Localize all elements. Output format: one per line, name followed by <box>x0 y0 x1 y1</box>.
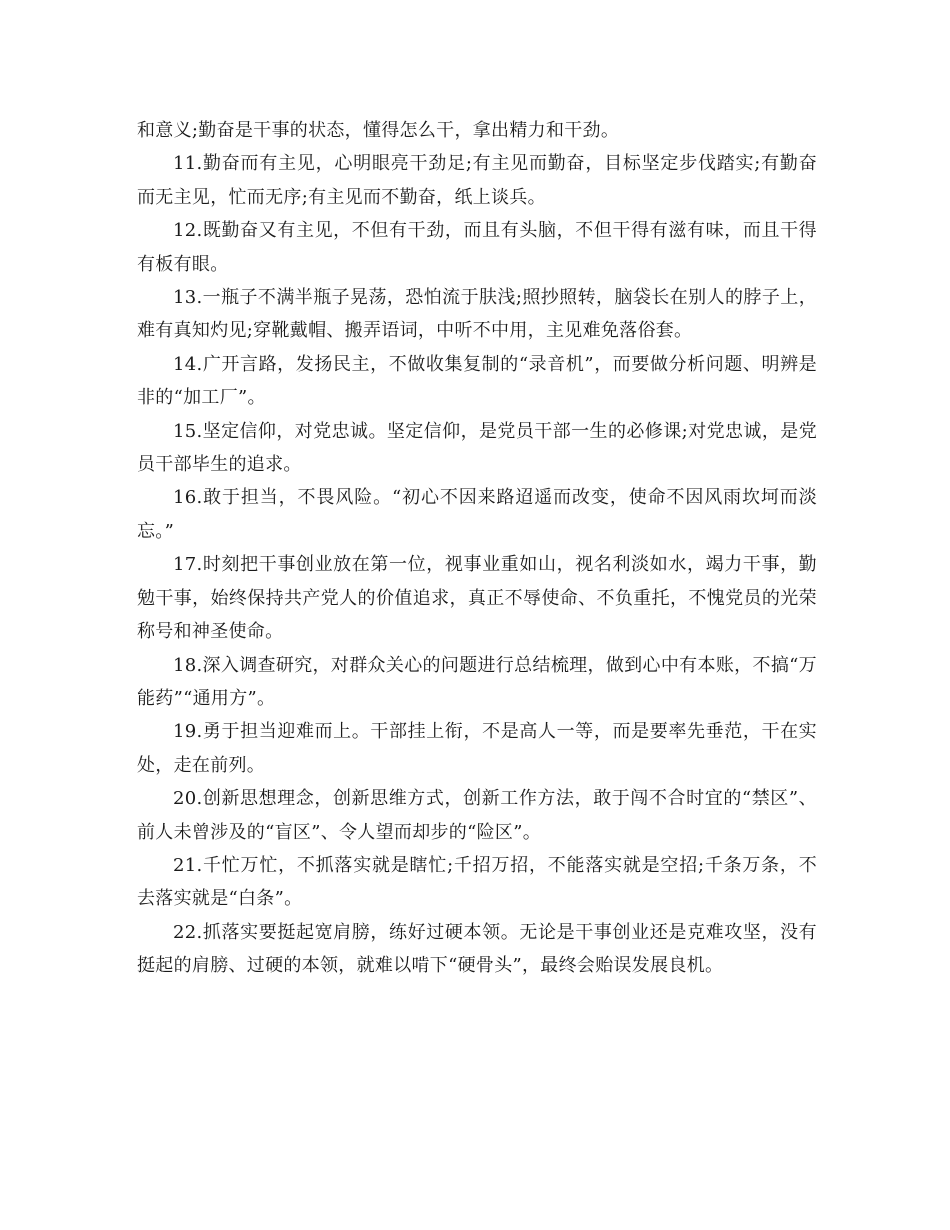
paragraph-12: 12.既勤奋又有主见，不但有干劲，而且有头脑，不但干得有滋有味，而且干得有板有眼。 <box>137 220 817 275</box>
paragraph-13: 13.一瓶子不满半瓶子晃荡，恐怕流于肤浅;照抄照转，脑袋长在别人的脖子上，难有真知灼见;穿靴戴帽、搬弄语词，中听不中用，主见难免落俗套。 <box>137 287 817 342</box>
document-body <box>137 114 817 983</box>
paragraph-15: 15.坚定信仰，对党忠诚。坚定信仰，是党员干部一生的必修课;对党忠诚，是党员干部毕生的追求。 <box>137 420 817 476</box>
paragraph-16: 16.敢于担当，不畏风险。“初心不因来路迢遥而改变，使命不因风雨坎坷而淡忘。” <box>137 487 817 542</box>
paragraph-continuation: 和意义;勤奋是干事的状态，懂得怎么干，拿出精力和干劲。 <box>137 120 620 141</box>
paragraph-22: 22.抓落实要挺起宽肩膀，练好过硬本领。无论是干事创业还是克难攻坚，没有挺起的肩膀、过硬的本领，就难以啃下“硬骨头”，最终会贻误发展良机。 <box>137 921 817 977</box>
paragraph-18: 18.深入调查研究，对群众关心的问题进行总结梳理，做到心中有本账，不搞“万能药”“通用方”。 <box>137 654 817 709</box>
paragraph-21: 21.千忙万忙，不抓落实就是瞎忙;千招万招，不能落实就是空招;千条万条，不去落实就是“白条”。 <box>137 854 817 910</box>
paragraph-19: 19.勇于担当迎难而上。干部挂上衔，不是高人一等，而是要率先垂范，干在实处，走在前列。 <box>137 721 817 776</box>
paragraph-17: 17.时刻把干事创业放在第一位，视事业重如山，视名利淡如水，竭力干事，勤勉干事，始终保持共产党人的价值追求，真正不辱使命、不负重托，不愧党员的光荣称号和神圣使命。 <box>137 554 817 643</box>
paragraph-11: 11.勤奋而有主见，心明眼亮干劲足;有主见而勤奋，目标坚定步伐踏实;有勤奋而无主见，忙而无序;有主见而不勤奋，纸上谈兵。 <box>137 153 817 208</box>
paragraph-14: 14.广开言路，发扬民主，不做收集复制的“录音机”，而要做分析问题、明辨是非的“加工厂”。 <box>137 353 817 409</box>
paragraph-20: 20.创新思想理念，创新思维方式，创新工作方法，敢于闯不合时宜的“禁区”、前人未曾涉及的“盲区”、令人望而却步的“险区”。 <box>137 788 817 843</box>
